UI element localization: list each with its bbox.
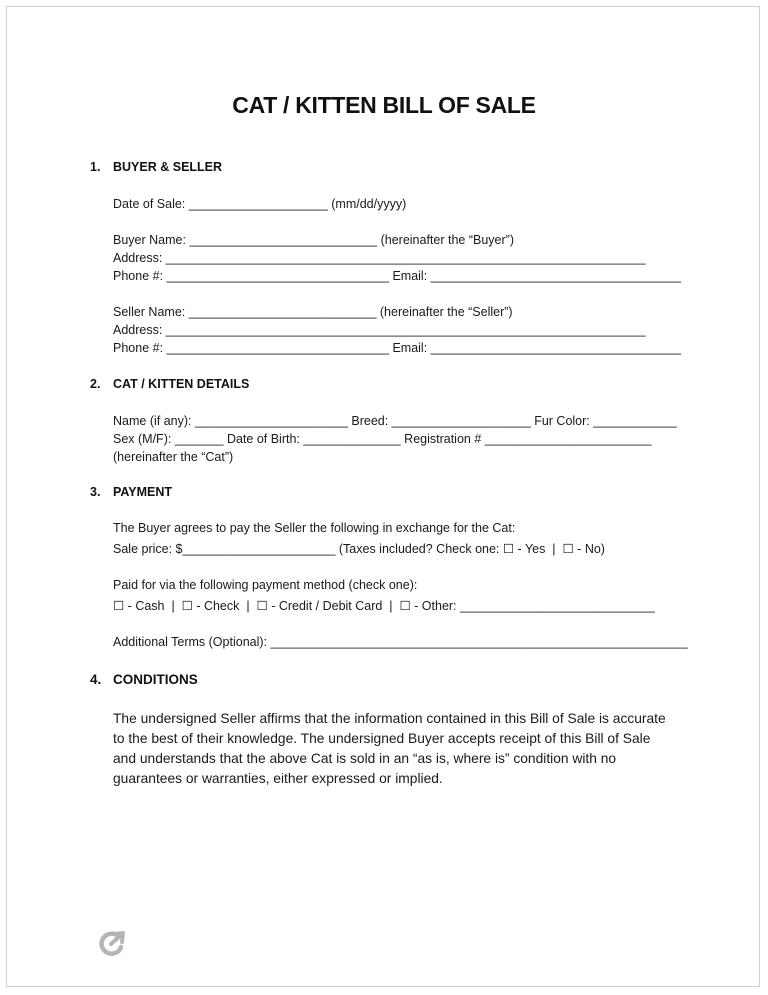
buyer-phone-email-field[interactable]: Phone #: ________________________________ Email: ____________________________________ — [113, 269, 681, 283]
payment-method-options[interactable]: ☐ - Cash | ☐ - Check | ☐ - Credit / Debit Card | ☐ - Other: ____________________________ — [113, 599, 655, 613]
date-of-sale-field[interactable]: Date of Sale: ____________________ (mm/dd/yyyy) — [113, 197, 407, 211]
section-3-number: 3. — [90, 485, 101, 499]
section-1-heading — [90, 160, 222, 174]
payment-method-prompt: Paid for via the following payment method (check one): — [113, 578, 418, 592]
refresh-arrow-logo-icon — [99, 930, 127, 958]
seller-phone-email-field[interactable]: Phone #: ________________________________ Email: ____________________________________ — [113, 341, 681, 355]
payment-agreement-text: The Buyer agrees to pay the Seller the following in exchange for the Cat: — [113, 521, 516, 535]
buyer-name-field[interactable]: Buyer Name: ___________________________ (hereinafter the “Buyer”) — [113, 233, 514, 247]
section-4-title: CONDITIONS — [113, 672, 198, 687]
sex-dob-registration-field[interactable]: Sex (M/F): _______ Date of Birth: ______________ Registration # ________________________ — [113, 432, 652, 446]
conditions-paragraph: The undersigned Seller affirms that the information contained in this Bill of Sale is accurate to the best of their knowledge. The undersigned Buyer accepts receipt of this Bill of Sale and understands that the above Cat is sold in an “as is, where is” condition with no guarantees or warranties, either expressed or implied. — [113, 711, 666, 786]
section-1-number: 1. — [90, 160, 101, 174]
hereinafter-cat-text: (hereinafter the “Cat”) — [113, 450, 234, 464]
section-4-heading — [90, 672, 198, 687]
section-3-heading — [90, 485, 172, 499]
section-3-title: PAYMENT — [113, 485, 173, 499]
section-4-number: 4. — [90, 672, 102, 687]
buyer-address-field[interactable]: Address: _____________________________________________________________________ — [113, 251, 646, 265]
section-2-title: CAT / KITTEN DETAILS — [113, 377, 250, 391]
section-2-number: 2. — [90, 377, 101, 391]
name-breed-color-field[interactable]: Name (if any): ______________________ Breed: ____________________ Fur Color: ____________ — [113, 414, 677, 428]
additional-terms-field[interactable]: Additional Terms (Optional): ____________________________________________________________ — [113, 635, 688, 649]
section-2-heading — [90, 377, 249, 391]
section-1-title: BUYER & SELLER — [113, 160, 223, 174]
sale-price-field[interactable]: Sale price: $______________________ (Taxes included? Check one: ☐ - Yes | ☐ - No) — [113, 542, 605, 556]
seller-address-field[interactable]: Address: _____________________________________________________________________ — [113, 323, 646, 337]
document-title: CAT / KITTEN BILL OF SALE — [232, 92, 536, 118]
seller-name-field[interactable]: Seller Name: ___________________________ (hereinafter the “Seller”) — [113, 305, 513, 319]
